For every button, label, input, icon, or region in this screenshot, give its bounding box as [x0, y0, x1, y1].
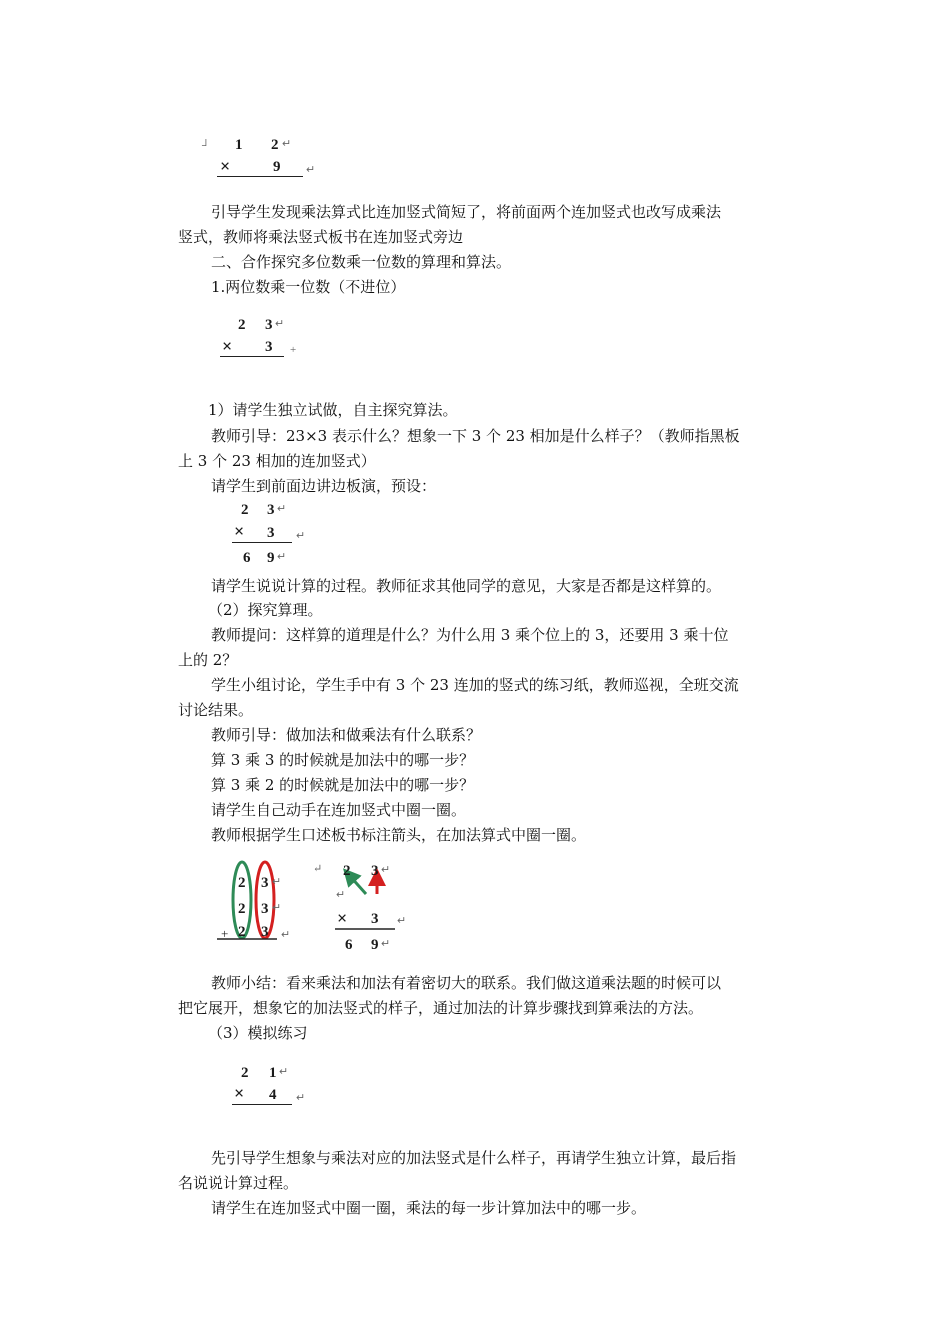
digit: 3 — [371, 911, 379, 927]
digit: 3 — [261, 924, 269, 940]
times-sign: × — [220, 156, 231, 176]
return-mark: ↵ — [306, 164, 316, 176]
heading: （2）探究算理。 — [208, 601, 323, 619]
vertical-multiplication-23x3-result — [230, 500, 310, 570]
vertical-multiplication-21x4 — [230, 1062, 310, 1107]
paragraph: 名说说计算过程。 — [178, 1174, 299, 1192]
times-sign: × — [222, 336, 233, 356]
return-mark: ↵ — [277, 503, 287, 515]
return-mark: ↵ — [296, 530, 306, 542]
return-mark: ↵ — [277, 551, 287, 563]
digit: 6 — [243, 550, 251, 566]
return-mark: ↵ — [272, 902, 282, 914]
plus-sign: + — [221, 926, 229, 941]
underline — [220, 356, 284, 357]
digit: 2 — [241, 502, 249, 518]
heading: 1.两位数乘一位数（不进位） — [211, 278, 406, 296]
paragraph: 上 3 个 23 相加的连加竖式） — [178, 452, 376, 470]
underline — [232, 1104, 292, 1105]
paragraph: 请学生到前面边讲边板演，预设： — [211, 477, 437, 495]
digit: 9 — [273, 159, 281, 175]
digit: 2 — [238, 901, 246, 917]
underline — [217, 176, 303, 177]
times-sign: × — [234, 521, 245, 541]
paragraph: 引导学生发现乘法算式比连加竖式简短了，将前面两个连加竖式也改写成乘法 — [211, 203, 722, 221]
green-arrow — [349, 875, 366, 894]
heading: （3）模拟练习 — [208, 1024, 308, 1042]
return-mark: ↵ — [281, 929, 291, 941]
digit: 4 — [269, 1087, 277, 1103]
digit: 3 — [261, 875, 269, 891]
paragraph: 请学生在连加竖式中圈一圈，乘法的每一步计算加法中的哪一步。 — [211, 1199, 647, 1217]
digit: 3 — [267, 525, 275, 541]
paragraph: 教师引导：做加法和做乘法有什么联系？ — [211, 726, 482, 744]
return-mark: ↵ — [279, 1066, 289, 1078]
paragraph: 讨论结果。 — [178, 701, 254, 719]
vertical-multiplication-23x3 — [220, 314, 310, 359]
digit: 3 — [371, 863, 379, 879]
heading: 二、合作探究多位数乘一位数的算理和算法。 — [211, 253, 512, 271]
paragraph: 请学生说说计算的过程。教师征求其他同学的意见，大家是否都是这样算的。 — [211, 577, 722, 595]
return-mark: + — [290, 344, 297, 356]
return-mark: ┘ — [202, 140, 210, 152]
digit: 3 — [267, 502, 275, 518]
paragraph: 教师小结：看来乘法和加法有着密切大的联系。我们做这道乘法题的时候可以 — [211, 974, 722, 992]
times-sign: × — [337, 908, 348, 928]
vertical-multiplication-12x9 — [200, 134, 320, 179]
digit: 1 — [269, 1065, 277, 1081]
return-mark: ↵ — [381, 938, 391, 950]
digit: 9 — [371, 937, 379, 953]
digit: 1 — [235, 137, 243, 153]
return-mark: ↵ — [336, 889, 346, 901]
digit: 3 — [265, 317, 273, 333]
digit: 9 — [267, 550, 275, 566]
digit: 2 — [238, 875, 246, 891]
paragraph: 算 3 乘 2 的时候就是加法中的哪一步？ — [211, 776, 475, 794]
paragraph: 把它展开，想象它的加法竖式的样子，通过加法的计算步骤找到算乘法的方法。 — [178, 999, 704, 1017]
paragraph: 请学生自己动手在连加竖式中圈一圈。 — [211, 801, 467, 819]
return-mark: ↵ — [381, 864, 391, 876]
paragraph: 教师引导：23×3 表示什么？想象一下 3 个 23 相加是什么样子？（教师指黑板 — [211, 427, 740, 445]
paragraph: 竖式，教师将乘法竖式板书在连加竖式旁边 — [178, 228, 464, 246]
digit: 2 — [238, 317, 246, 333]
digit: 3 — [261, 901, 269, 917]
paragraph: 算 3 乘 3 的时候就是加法中的哪一步？ — [211, 751, 475, 769]
return-mark: ↵ — [275, 318, 285, 330]
return-mark: ↵ — [313, 862, 323, 875]
times-sign: × — [234, 1083, 245, 1103]
return-mark: ↵ — [272, 876, 282, 888]
return-mark: ↵ — [282, 138, 292, 150]
digit: 6 — [345, 937, 353, 953]
paragraph: 教师根据学生口述板书标注箭头，在加法算式中圈一圈。 — [211, 826, 587, 844]
arrowed-multiplication-figure — [333, 858, 413, 953]
paragraph: 教师提问：这样算的道理是什么？为什么用 3 乘个位上的 3，还要用 3 乘十位 — [211, 626, 729, 644]
digit: 3 — [265, 339, 273, 355]
paragraph: 1）请学生独立试做，自主探究算法。 — [208, 401, 458, 419]
circled-addition-figure — [215, 858, 300, 946]
paragraph: 先引导学生想象与乘法对应的加法竖式是什么样子，再请学生独立计算，最后指 — [211, 1149, 737, 1167]
paragraph: 学生小组讨论，学生手中有 3 个 23 连加的竖式的练习纸，教师巡视，全班交流 — [211, 676, 739, 694]
paragraph: 上的 2？ — [178, 651, 238, 669]
digit: 2 — [241, 1065, 249, 1081]
return-mark: ↵ — [296, 1092, 306, 1104]
digit: 2 — [271, 137, 279, 153]
digit: 2 — [238, 924, 246, 940]
digit: 2 — [343, 863, 351, 879]
underline — [232, 542, 292, 543]
return-mark: ↵ — [397, 915, 407, 927]
